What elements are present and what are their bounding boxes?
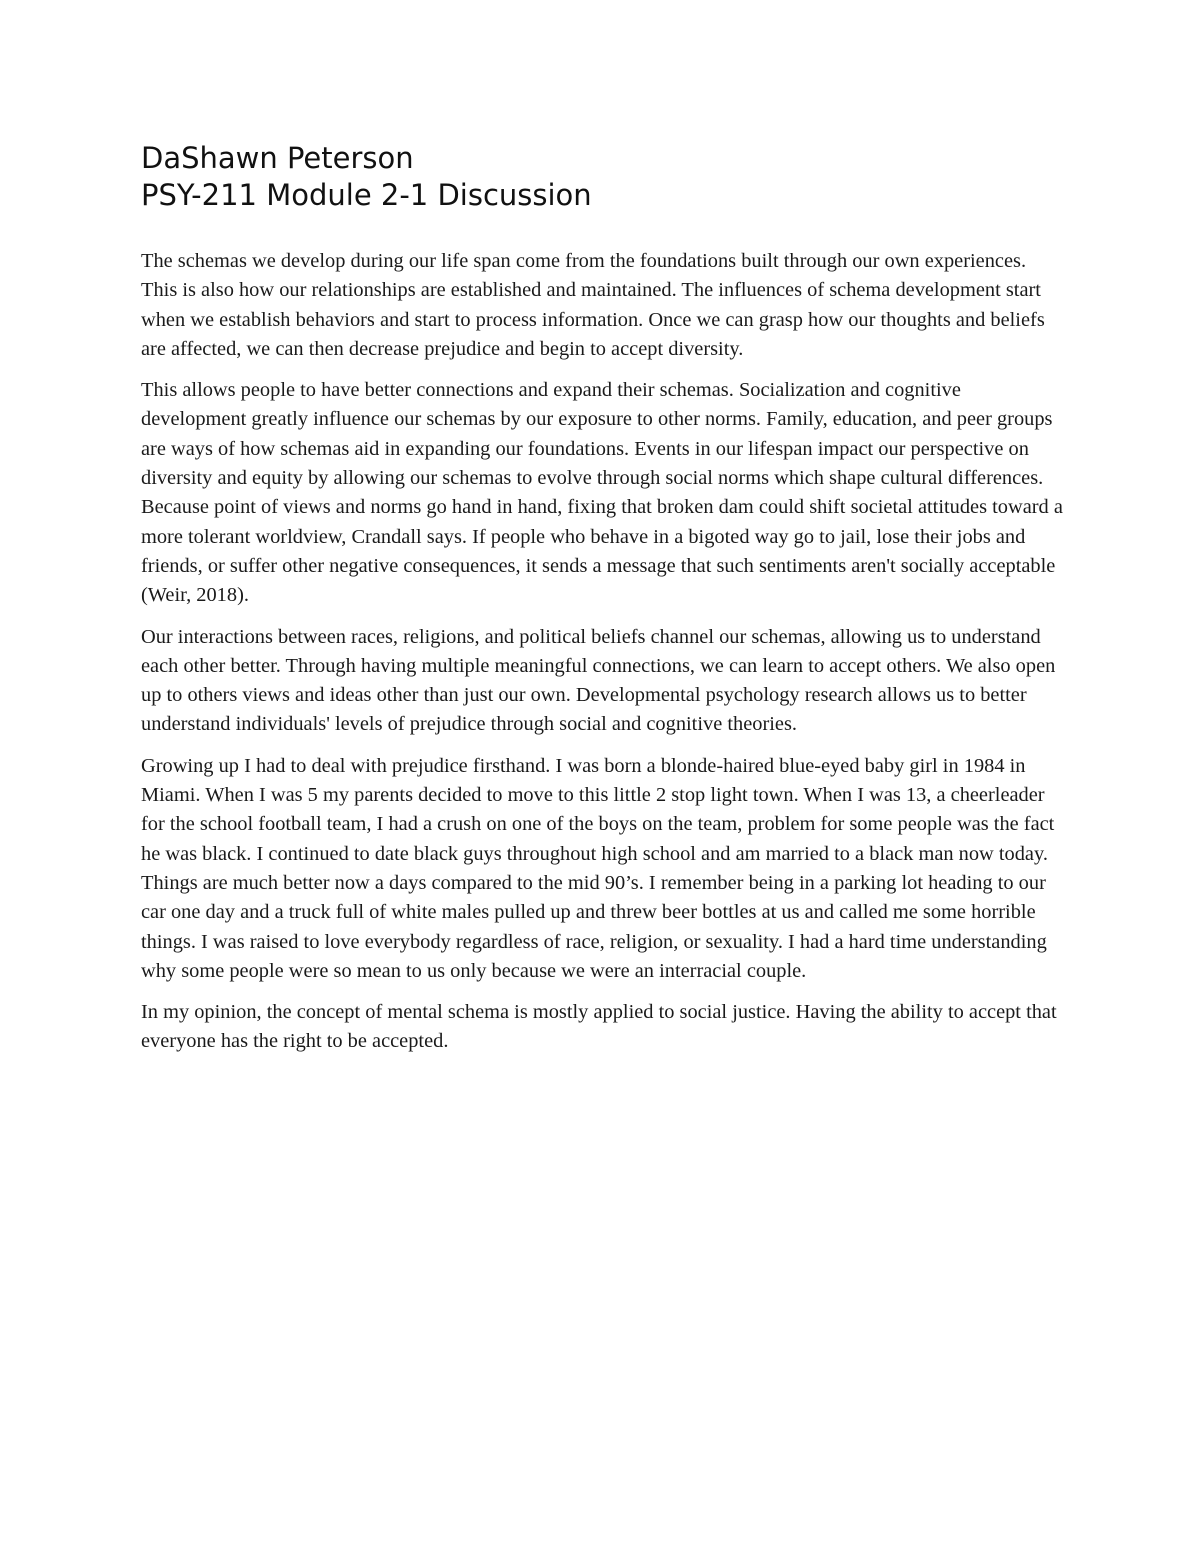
paragraph-3: Our interactions between races, religions, and political beliefs channel our schemas, allowing us to understand each other better. Through having multiple meaningful connections, we can learn to accept others. We also open up to others views and ideas other than just our own. Developmental psychology research allows us to better understand individuals' levels of prejudice through social and cognitive theories. <box>141 625 1056 736</box>
document-title: PSY-211 Module 2-1 Discussion <box>141 178 592 212</box>
paragraph-1: The schemas we develop during our life span come from the foundations built through our own experiences. This is also how our relationships are established and maintained. The influences of schema development start when we establish behaviors and start to process information. Once we can grasp how our thoughts and beliefs are affected, we can then decrease prejudice and begin to accept diversity. <box>141 250 1045 360</box>
paragraph-4: Growing up I had to deal with prejudice firsthand. I was born a blonde-haired blue-eyed baby girl in 1984 in Miami. When I was 5 my parents decided to move to this little 2 stop light town. When I was 13, a cheerleader for the school football team, I had a crush on one of the boys on the team, problem for some people was the fact he was black. I continued to date black guys throughout high school and am married to a black man now today. Things are much better now a days compared to the mid 90’s. I remember being in a parking lot heading to our car one day and a truck full of white males pulled up and threw beer bottles at us and called me some horrible things. I was raised to love everybody regardless of race, religion, or sexuality. I had a hard time understanding why some people were so mean to us only because we were an interracial couple. <box>141 754 1055 982</box>
paragraph-2: This allows people to have better connections and expand their schemas. Socialization and cognitive development greatly influence our schemas by our exposure to other norms. Family, education, and peer groups are ways of how schemas aid in expanding our foundations. Events in our lifespan impact our perspective on diversity and equity by allowing our schemas to evolve through social norms which shape cultural differences. Because point of views and norms go hand in hand, fixing that broken dam could shift societal attitudes toward a more tolerant worldview, Crandall says. If people who behave in a bigoted way go to jail, lose their jobs and friends, or suffer other negative consequences, it sends a message that such sentiments aren't socially acceptable (Weir, 2018). <box>141 379 1063 607</box>
document-content <box>141 140 1066 1069</box>
document-body <box>141 247 1066 1057</box>
paragraph-5: In my opinion, the concept of mental schema is mostly applied to social justice. Having the ability to accept that everyone has the right to be accepted. <box>141 1001 1057 1053</box>
author-name: DaShawn Peterson <box>141 141 414 175</box>
